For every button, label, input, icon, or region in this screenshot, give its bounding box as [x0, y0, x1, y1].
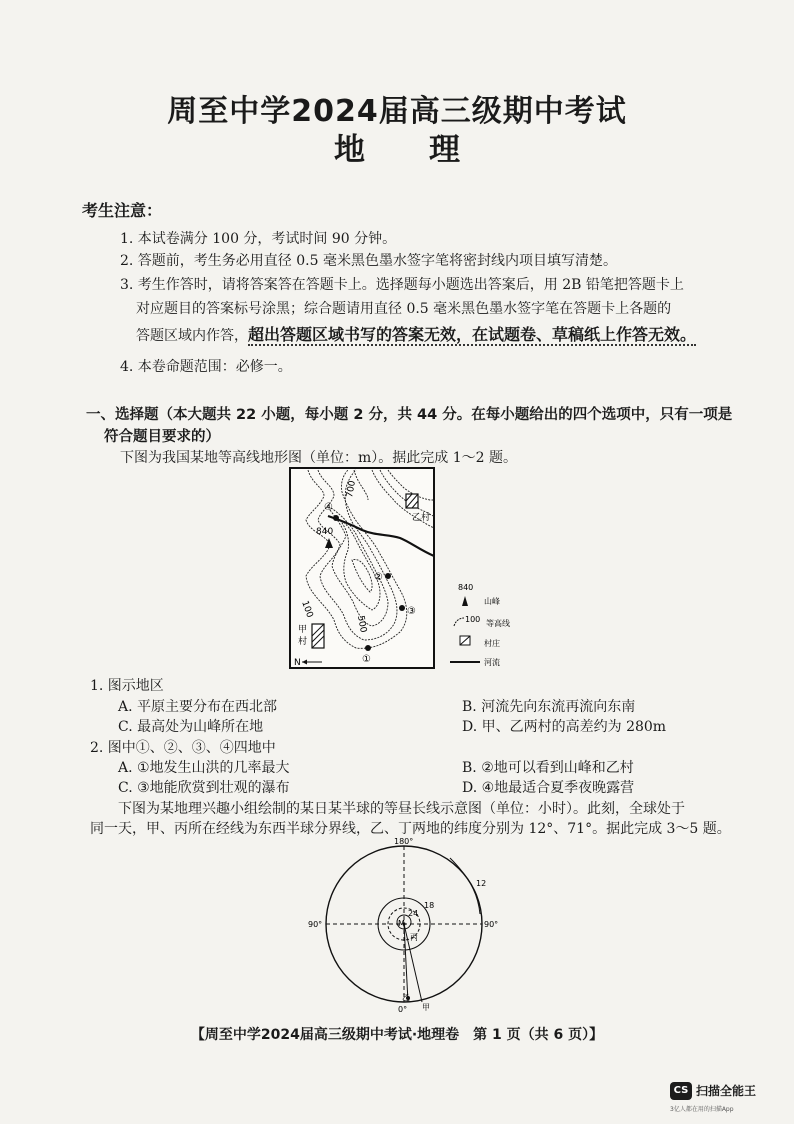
section1-heading-line-2: 符合题目要求的） [104, 429, 220, 445]
q2-option-d: D. ④地最适合夏季夜晚露营 [462, 780, 635, 796]
village-jia-label-1: 甲 [298, 625, 308, 635]
point-4-dot [333, 515, 339, 521]
scanner-watermark [670, 1080, 780, 1116]
notice-item-1: 1. 本试卷满分 100 分，考试时间 90 分钟。 [120, 231, 397, 247]
notice-item-3-line-3 [136, 322, 696, 345]
q1-option-a: A. 平原主要分布在西北部 [118, 699, 278, 715]
contour-map-figure [284, 464, 520, 676]
notice-item-3-line-2: 对应题目的答案标号涂黑；综合题请用直径 0.5 毫米黑色墨水签字笔在答题卡上各题的 [136, 301, 672, 317]
legend-contour-label: 等高线 [486, 619, 510, 628]
q2-option-a: A. ①地发生山洪的几率最大 [118, 760, 290, 776]
legend-peak-label: 山峰 [484, 597, 500, 606]
q2-option-c: C. ③地能欣赏到壮观的瀑布 [118, 780, 290, 796]
notice-item-2: 2. 答题前，考生务必用直径 0.5 毫米黑色墨水签字笔将密封线内项目填写清楚。 [120, 253, 617, 269]
point-m-label: M [398, 919, 405, 928]
peak-elevation-label: 840 [316, 527, 334, 537]
lon-90-left-label: 90° [308, 920, 323, 929]
notice-item-4: 4. 本卷命题范围：必修一。 [120, 359, 292, 375]
legend-river-label: 河流 [484, 658, 500, 667]
q1-option-d: D. 甲、乙两村的高差约为 280m [462, 719, 667, 735]
section1-heading-line-1: 一、选择题（本大题共 22 小题，每小题 2 分，共 44 分。在每小题给出的四个选项中，只有一项是 [86, 407, 733, 423]
map2-intro-line-1: 下图为某地理兴趣小组绘制的某日某半球的等昼长线示意图（单位：小时）。此刻，全球处于 [118, 801, 685, 817]
q2-stem: 2. 图中①、②、③、④四地中 [90, 740, 276, 756]
lon-90-right-label: 90° [484, 920, 499, 929]
q1-option-b: B. 河流先向东流再流向东南 [462, 699, 636, 715]
line-to-yi [404, 924, 408, 1002]
point-bing-label: 丙 [410, 933, 418, 942]
map2-intro-line-2: 同一天，甲、丙所在经线为东西半球分界线，乙、丁两地的纬度分别为 12°、71°。据此完成 3～5 题。 [90, 821, 731, 837]
point-1-label: ① [362, 654, 371, 665]
point-2-dot [385, 573, 391, 579]
scanner-app-name: 扫描全能王 [696, 1084, 757, 1098]
point-3-dot [399, 605, 405, 611]
notice-item-3-line-3-start: 答题区域内作答， [136, 328, 248, 344]
scanner-tagline: 3亿人都在用的扫描App [670, 1106, 734, 1113]
legend-peak-value: 840 [458, 583, 474, 592]
point-4-label: ④ [324, 502, 333, 513]
lon-180-label: 180° [394, 837, 414, 846]
exam-title: 周至中学2024届高三级期中考试 [167, 94, 627, 129]
point-1-dot [365, 645, 371, 651]
legend-contour-value: 100 [465, 615, 481, 624]
contour-label-700: 700 [345, 479, 358, 499]
point-3-label: ③ [407, 606, 416, 617]
subject-title: 地理 [334, 132, 524, 168]
point-yi-label: 乙 [402, 993, 410, 1002]
north-label: N [294, 658, 301, 668]
contour-label-100: 100 [299, 599, 315, 620]
contour-label-500: 500 [355, 614, 368, 634]
page-footer: 【周至中学2024届高三级期中考试·地理卷 第 1 页（共 6 页）】 [190, 1027, 604, 1043]
map1-intro: 下图为我国某地等高线地形图（单位：m）。据此完成 1～2 题。 [120, 450, 517, 466]
village-jia-label-2: 村 [298, 637, 308, 647]
notice-item-3-line-1: 3. 考生作答时，请将答案答在答题卡上。选择题每小题选出答案后，用 2B 铅笔把答题卡上 [120, 277, 684, 293]
legend-peak-icon [462, 596, 468, 606]
daylength-polar-diagram [300, 834, 510, 1014]
point-2-label: ② [374, 572, 383, 583]
q1-stem: 1. 图示地区 [90, 678, 164, 694]
daylength-24-label: 24 [408, 909, 419, 918]
point-jia-label: 甲 [422, 1003, 430, 1012]
q1-option-c: C. 最高处为山峰所在地 [118, 719, 264, 735]
village-yi-label: 乙村 [412, 513, 431, 523]
map-legend [450, 583, 510, 667]
scanner-logo-icon: CS [670, 1082, 692, 1100]
notice-heading: 考生注意： [82, 201, 163, 220]
q2-option-b: B. ②地可以看到山峰和乙村 [462, 760, 634, 776]
lon-0-label: 0° [398, 1005, 408, 1014]
legend-village-label: 村庄 [484, 639, 500, 648]
notice-warning-emphasis: 超出答题区域书写的答案无效，在试题卷、草稿纸上作答无效。 [248, 325, 697, 344]
daylength-18-label: 18 [424, 901, 435, 910]
daylength-12-label: 12 [476, 879, 487, 888]
